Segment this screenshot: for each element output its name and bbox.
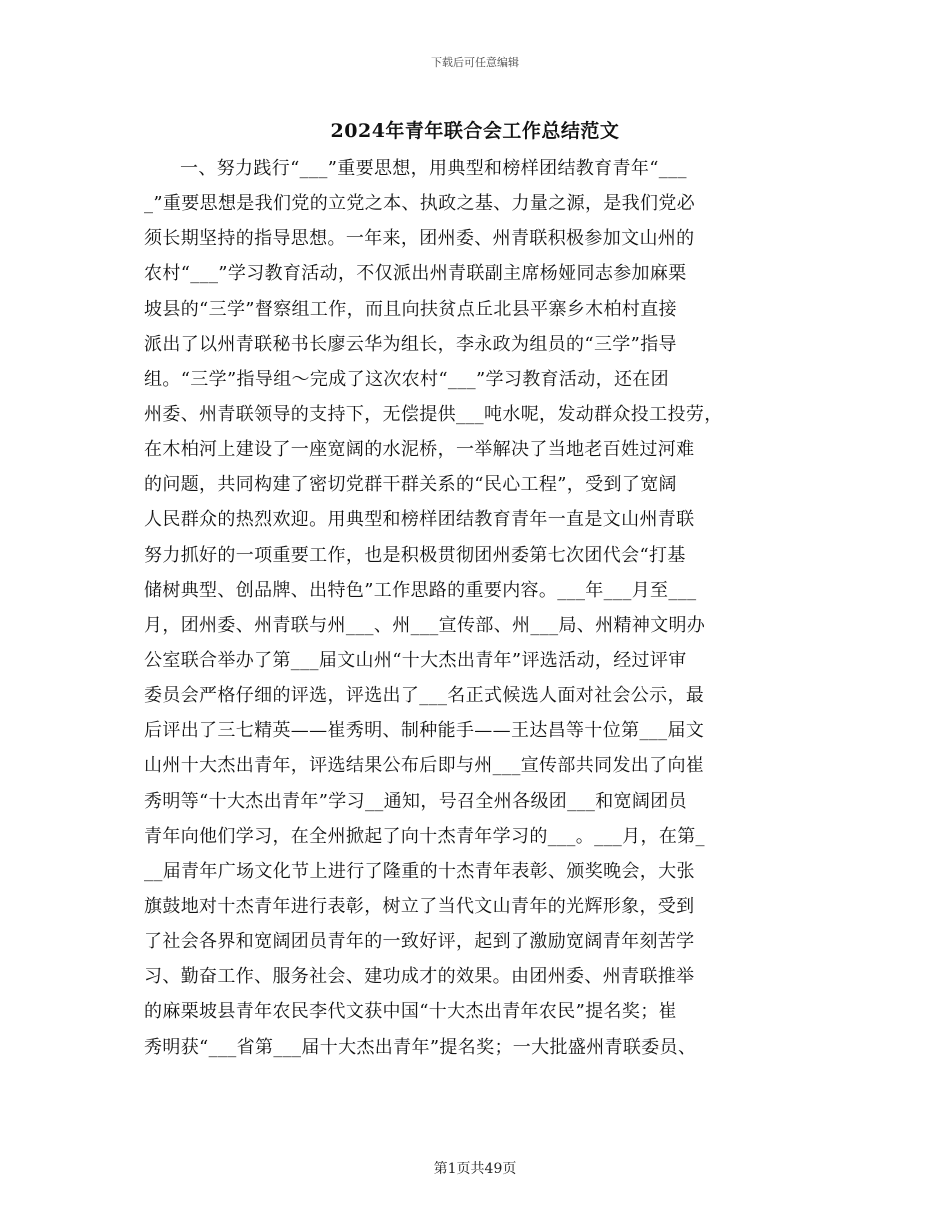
body-line: 组。“三学”指导组～完成了这次农村“___”学习教育活动，还在团 bbox=[144, 368, 670, 390]
body-line: 一、努力践行“___”重要思想，用典型和榜样团结教育青年“___ bbox=[180, 158, 687, 179]
body-line: 习、勤奋工作、服务社会、建功成才的效果。由团州委、州青联推举 bbox=[144, 966, 695, 988]
page-number: 第1页共49页 bbox=[433, 1161, 517, 1177]
body-line: 秀明获“___省第___届十大杰出青年”提名奖；一大批盛州青联委员、 bbox=[144, 1036, 697, 1058]
body-line: 坡县的“三学”督察组工作，而且向扶贫点丘北县平寨乡木柏村直接 bbox=[144, 298, 677, 320]
document-title: 2024年青年联合会工作总结范文 bbox=[330, 120, 620, 142]
body-line: 须长期坚持的指导思想。一年来，团州委、州青联积极参加文山州的 bbox=[144, 228, 695, 250]
body-line: 月，团州委、州青联与州___、州___宣传部、州___局、州精神文明办 bbox=[144, 614, 706, 636]
document-body bbox=[144, 151, 824, 1065]
body-line: _”重要思想是我们党的立党之本、执政之基、力量之源，是我们党必 bbox=[144, 193, 696, 215]
body-line: 后评出了三七精英——崔秀明、制种能手——王达昌等十位第___届文 bbox=[144, 720, 705, 742]
body-line: 委员会严格仔细的评选，评选出了___名正式候选人面对社会公示，最 bbox=[144, 685, 705, 707]
body-line: 公室联合举办了第___届文山州“十大杰出青年”评选活动，经过评审 bbox=[144, 649, 687, 671]
body-line: 努力抓好的一项重要工作，也是积极贯彻团州委第七次团代会“打基 bbox=[144, 544, 686, 566]
body-line: 秀明等“十大杰出青年”学习__通知，号召全州各级团___和宽阔团员 bbox=[144, 790, 687, 812]
body-line: 在木柏河上建设了一座宽阔的水泥桥，一举解决了当地老百姓过河难 bbox=[144, 439, 695, 461]
body-line: 旗鼓地对十杰青年进行表彰，树立了当代文山青年的光辉形象，受到 bbox=[144, 895, 695, 917]
body-line: 派出了以州青联秘书长廖云华为组长，李永政为组员的“三学”指导 bbox=[144, 333, 677, 355]
body-line: 山州十大杰出青年，评选结果公布后即与州___宣传部共同发出了向崔 bbox=[144, 755, 705, 777]
body-line: 农村“___”学习教育活动，不仅派出州青联副主席杨娅同志参加麻栗 bbox=[144, 263, 687, 285]
body-line: 了社会各界和宽阔团员青年的一致好评，起到了激励宽阔青年刻苦学 bbox=[144, 931, 695, 953]
body-line: 的问题，共同构建了密切党群干群关系的“民心工程”，受到了宽阔 bbox=[144, 474, 677, 496]
body-line: 青年向他们学习，在全州掀起了向十杰青年学习的___。___月，在第_ bbox=[144, 825, 705, 847]
body-line: __届青年广场文化节上进行了隆重的十杰青年表彰、颁奖晚会，大张 bbox=[144, 860, 695, 882]
body-line: 的麻栗坡县青年农民李代文获中国“十大杰出青年农民”提名奖；崔 bbox=[144, 1001, 677, 1023]
body-line: 人民群众的热烈欢迎。用典型和榜样团结教育青年一直是文山州青联 bbox=[144, 509, 695, 531]
body-line: 储树典型、创品牌、出特色”工作思路的重要内容。___年___月至___ bbox=[144, 579, 697, 601]
page-header-note: 下载后可任意编辑 bbox=[431, 56, 519, 69]
body-line: 州委、州青联领导的支持下，无偿提供___吨水呢，发动群众投工投劳， bbox=[144, 403, 723, 425]
